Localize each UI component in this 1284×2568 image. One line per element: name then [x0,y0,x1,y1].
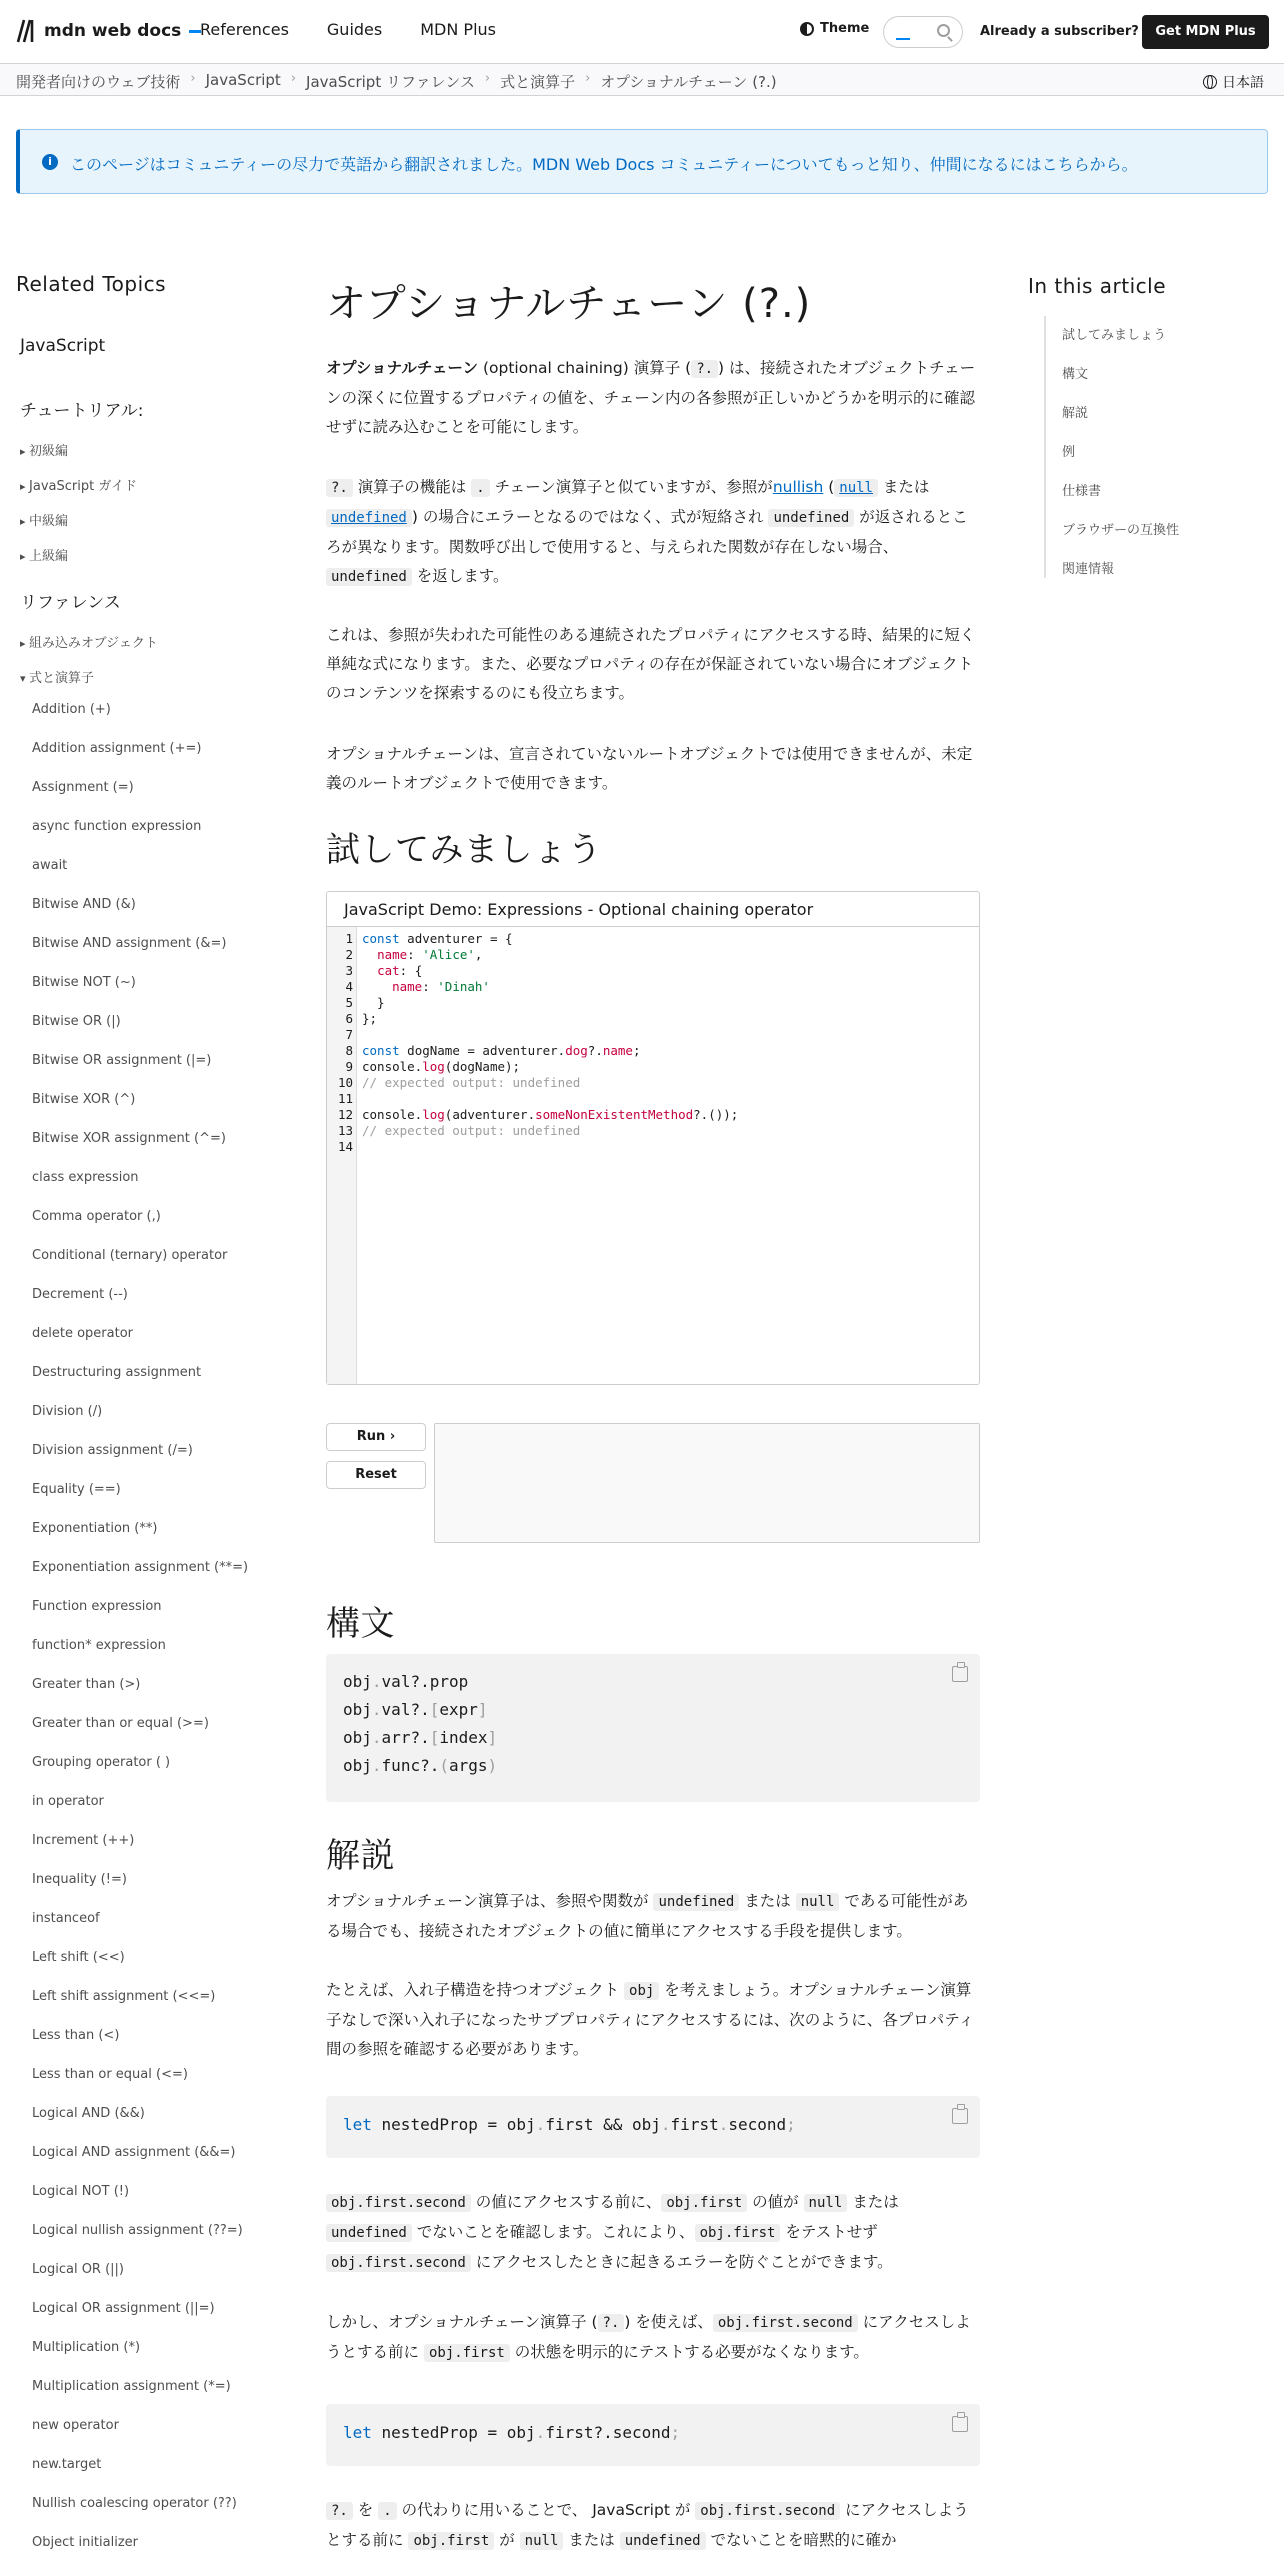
sidebar-operator-item[interactable]: Increment (++) [32,1833,135,1848]
sidebar-operator-item[interactable]: Bitwise OR (|) [32,1014,121,1029]
line-number-gutter [327,927,357,1384]
sidebar-operator-item[interactable]: delete operator [32,1326,133,1341]
toc-item[interactable]: 試してみましょう [1062,328,1167,343]
demo-output-console [434,1423,980,1543]
inline-code: obj.first.second [713,2314,858,2332]
code-line: console.log(dogName); [362,1059,521,1074]
sidebar-operator-item[interactable]: Logical AND (&&) [32,2106,145,2121]
sidebar-operator-item[interactable]: Assignment (=) [32,780,134,795]
intro-paragraph [326,354,980,442]
null-link[interactable]: null [834,479,878,497]
breadcrumb-bar [0,64,1284,96]
nav-mdn-plus[interactable]: MDN Plus [420,20,496,39]
line-number: 10 [337,1075,353,1090]
line-number: 4 [345,979,353,994]
sidebar-operator-item[interactable]: Bitwise OR assignment (|=) [32,1053,212,1068]
inline-code: obj.first.second [326,2254,471,2272]
sidebar-operator-item[interactable]: Less than or equal (<=) [32,2067,188,2082]
code-line: let nestedProp = obj.first && obj.first.second; [343,2115,796,2134]
code-editor[interactable] [327,927,979,1384]
code-line: } [362,995,385,1010]
search-icon [937,24,950,37]
paragraph-3: これは、参照が失われた可能性のある連続されたプロパティにアクセスする時、結果的に短く単純な式になります。また、必要なプロパティの存在が保証されていない場合にオブジェクトのコンテンツを探索するのにも役立ちます。 [326,626,976,702]
description-paragraph-4: しかし、オプショナルチェーン演算子 ( ?. ) を使えば、 obj.first.second にアクセスしようとする前に obj.first の状態を明示的にテストする必要がなくなります。 [326,2313,971,2361]
chevron-right-icon: › [585,71,591,86]
code-line: obj.val?.prop [343,1672,469,1691]
intro-text: ) は、接続されたオブジェクトチェーンの深くに位置するプロパティの値を、チェーン内の各参照が正しいかどうかを明示的に確認せずに読み込むことを可能にします。 [326,359,976,436]
text: チェーン演算子と似ていますが、参照が [489,478,773,496]
code-line: obj.arr?.[index] [343,1728,498,1747]
sidebar-operator-item[interactable]: Conditional (ternary) operator [32,1248,228,1263]
breadcrumb-item[interactable]: 開発者向けのウェブ技術 [16,73,181,91]
sidebar-operator-item[interactable]: Logical AND assignment (&&=) [32,2145,236,2160]
notice-text[interactable]: このページはコミュニティーの尽力で英語から翻訳されました。MDN Web Docs コミュニティーについてもっと知り、仲間になるにはこちらから。 [70,155,1138,174]
sidebar-operator-item[interactable]: Division assignment (/=) [32,1443,193,1458]
inline-code: null [796,1893,840,1911]
syntax-code-block [326,1654,980,1802]
sidebar-operator-item[interactable]: Logical nullish assignment (??=) [32,2223,243,2238]
copy-icon[interactable] [952,2108,968,2124]
line-number: 14 [337,1139,353,1154]
paragraph-2 [326,473,980,592]
text: が返されるところが異なります。関数呼び出しで使用すると、与えられた関数が存在しない場合、 [326,508,968,556]
sidebar-operator-item[interactable]: Bitwise NOT (~) [32,975,136,990]
line-number: 6 [345,1011,353,1026]
section-heading-syntax: 構文 [326,1604,395,1644]
theme-switcher[interactable] [800,21,869,36]
line-number: 5 [345,995,353,1010]
breadcrumb-item[interactable]: JavaScript リファレンス [306,73,475,91]
line-number: 7 [345,1027,353,1042]
search-caret [896,38,910,40]
code-line: let nestedProp = obj.first?.second; [343,2423,681,2442]
inline-code: obj.first [695,2224,781,2242]
breadcrumb-item[interactable]: JavaScript [205,71,281,89]
inline-code: obj.first [424,2344,510,2362]
sidebar-operator-item[interactable]: Multiplication (*) [32,2340,141,2355]
inline-code: obj.first [408,2532,494,2550]
nav-guides[interactable]: Guides [326,20,383,39]
breadcrumb-item[interactable]: 式と演算子 [500,73,576,91]
code-line: }; [362,1011,378,1026]
translation-notice [16,129,1268,194]
inline-code: obj.first.second [326,2194,471,2212]
line-number: 3 [345,963,353,978]
mdn-logo-icon [16,18,38,44]
inline-code: null [804,2194,848,2212]
description-paragraph-1: オプショナルチェーン演算子は、参照や関数が undefined または null である可能性がある場合でも、接続されたオブジェクトの値に簡単にアクセスする手段を提供します。 [326,1892,969,1940]
language-label: 日本語 [1222,75,1264,91]
chevron-right-icon: › [484,71,491,86]
breadcrumb [16,71,777,92]
toc-item[interactable]: 仕様書 [1062,484,1102,499]
sidebar-item-expressions[interactable]: ▾ 式と演算子 [20,667,94,686]
inline-code: obj [624,1982,659,2000]
sidebar-operator-item[interactable]: Less than (<) [32,2028,120,2043]
section-heading-try: 試してみましょう [326,830,602,870]
line-number: 11 [337,1091,353,1106]
code-line: obj.val?.[expr] [343,1700,488,1719]
sidebar-operator-item[interactable]: in operator [32,1794,104,1809]
sidebar-operator-item[interactable]: Bitwise AND (&) [32,897,136,912]
sidebar-item-tutorial[interactable]: ▸ 初級編 [20,440,68,459]
sidebar-operator-item[interactable]: Logical OR assignment (||=) [32,2301,215,2316]
toc-item[interactable]: 構文 [1062,367,1089,382]
sidebar-operator-item[interactable]: Addition (+) [32,702,111,717]
main-nav [200,20,534,39]
reset-button[interactable]: Reset [326,1461,426,1489]
sidebar-operator-item[interactable]: Destructuring assignment [32,1365,202,1380]
sidebar-item-javascript[interactable]: JavaScript [20,336,106,356]
inline-code: undefined [326,2224,412,2242]
code-line: obj.func?.(args) [343,1756,498,1775]
inline-code: ?. [691,360,718,378]
line-number: 8 [345,1043,353,1058]
code-line: const dogName = adventurer.dog?.name; [362,1043,641,1058]
sidebar-operator-item[interactable]: Bitwise XOR (^) [32,1092,136,1107]
description-paragraph-3: obj.first.second の値にアクセスする前に、 obj.first の値が null または undefined でないことを確認します。これにより、 obj.first をテストせず obj.first.second にアクセスしたときに起きるエラーを防ぐことができます。 [326,2188,980,2278]
sidebar-operator-item[interactable]: async function expression [32,819,202,834]
sidebar-operator-item[interactable]: Greater than (>) [32,1677,141,1692]
copy-icon[interactable] [952,2416,968,2432]
code-line: // expected output: undefined [362,1123,581,1138]
sidebar-operator-item[interactable]: Exponentiation assignment (**=) [32,1560,249,1575]
sidebar-operator-item[interactable]: new.target [32,2457,102,2472]
nullish-link[interactable]: nullish [772,478,824,496]
paragraph-4: オプショナルチェーンは、宣言されていないルートオブジェクトでは使用できませんが、未定義のルートオブジェクトで使用できます。 [326,745,973,792]
line-number: 2 [345,947,353,962]
toc-list [1044,316,1244,578]
page-title: オプショナルチェーン (?.) [326,281,812,327]
sidebar-operator-item[interactable]: await [32,858,68,873]
interactive-demo [326,891,980,1385]
sidebar-operator-item[interactable]: Object initializer [32,2535,138,2550]
language-switcher[interactable] [1203,72,1264,92]
inline-code: undefined [768,509,854,527]
sidebar-operator-item[interactable]: Decrement (--) [32,1287,128,1302]
sidebar-operator-item[interactable]: Addition assignment (+=) [32,741,202,756]
sidebar-item-tutorial[interactable]: ▸ JavaScript ガイド [20,475,137,494]
section-heading-description: 解説 [326,1836,395,1876]
sidebar-operator-item[interactable]: Function expression [32,1599,162,1614]
inline-code: ?. [598,2314,625,2332]
line-number: 9 [345,1059,353,1074]
sidebar-operator-item[interactable]: Left shift (<<) [32,1950,125,1965]
inline-code: undefined [620,2532,706,2550]
text: ( [823,478,835,496]
sidebar-reference-heading: リファレンス [20,593,121,613]
sidebar-operator-item[interactable]: Bitwise XOR assignment (^=) [32,1131,226,1146]
toc-title: In this article [1028,274,1167,298]
text: または [877,478,930,496]
sidebar-operator-item[interactable]: Division (/) [32,1404,103,1419]
chevron-right-icon: › [290,71,297,86]
inline-code: ?. [326,479,353,497]
text: を返します。 [411,567,509,585]
intro-text: (optional chaining) 演算子 ( [478,359,692,377]
sidebar-operator-item[interactable]: Exponentiation (**) [32,1521,158,1536]
description-paragraph-5: ?. を . の代わりに用いることで、 JavaScript が obj.first.second にアクセスしようとする前に obj.first が null または undefined でないことを暗黙的に確か [326,2501,969,2549]
sidebar-operator-item[interactable]: function* expression [32,1638,166,1653]
toc-item[interactable]: ブラウザーの互換性 [1062,523,1180,538]
toc-item[interactable]: 関連情報 [1062,562,1115,577]
sidebar-operator-item[interactable]: new operator [32,2418,119,2433]
sidebar-item-tutorial[interactable]: ▸ 中級編 [20,510,68,529]
line-number: 13 [337,1123,353,1138]
sidebar-operator-item[interactable]: Greater than or equal (>=) [32,1716,209,1731]
description-paragraph-2: たとえば、入れ子構造を持つオブジェクト obj を考えましょう。オプショナルチェーン演算子なしで深い入れ子になったサブプロパティにアクセスするには、次のように、各プロパティ間の参照を確認する必要があります。 [326,1981,975,2058]
inline-code: undefined [653,1893,739,1911]
chevron-right-icon: › [190,71,196,86]
breadcrumb-current[interactable]: オプショナルチェーン (?.) [600,73,777,91]
sidebar-item-tutorial[interactable]: ▸ 上級編 [20,545,68,564]
text: ) の場合にエラーとなるのではなく、式が短絡され [411,508,769,526]
nav-references[interactable]: References [200,20,289,39]
site-header [0,0,1284,64]
sidebar-operator-item[interactable]: Left shift assignment (<<=) [32,1989,216,2004]
sidebar-operator-item[interactable]: Equality (==) [32,1482,121,1497]
sidebar-operator-item[interactable]: Comma operator (,) [32,1209,161,1224]
mdn-logo[interactable] [16,18,201,44]
code-block-optional [326,2404,980,2466]
line-number: 12 [337,1107,353,1122]
demo-title: JavaScript Demo: Expressions - Optional chaining operator [344,900,814,919]
text: 演算子の機能は [352,478,472,496]
inline-code: . [378,2502,396,2520]
undefined-link[interactable]: undefined [326,509,412,527]
toc-item[interactable]: 解説 [1062,406,1089,421]
sidebar-operator-item[interactable]: Grouping operator ( ) [32,1755,171,1770]
code-line: const adventurer = { [362,931,513,946]
globe-icon [1203,75,1217,89]
theme-label: Theme [820,21,870,36]
sidebar-operator-item[interactable]: Nullish coalescing operator (??) [32,2496,237,2511]
sidebar-operator-item[interactable]: Multiplication assignment (*=) [32,2379,231,2394]
sidebar-heading: Related Topics [16,272,167,296]
code-block-and [326,2096,980,2158]
logo-text: mdn web docs [44,21,182,41]
subscriber-link[interactable]: Already a subscriber? [980,24,1139,39]
inline-code: undefined [326,568,412,586]
code-line: // expected output: undefined [362,1075,581,1090]
info-icon: i [42,154,58,170]
theme-icon [800,22,814,36]
search-input[interactable] [883,16,963,48]
inline-code: null [520,2532,564,2550]
sidebar-operator-item[interactable]: Logical NOT (!) [32,2184,130,2199]
get-mdn-plus-button[interactable]: Get MDN Plus [1142,15,1269,49]
inline-code: ?. [326,2502,353,2520]
code-line: console.log(adventurer.someNonExistentMethod?.()); [362,1107,739,1122]
sidebar-operator-item[interactable]: instanceof [32,1911,100,1926]
sidebar-operator-item[interactable]: class expression [32,1170,139,1185]
code-line: name: 'Alice', [377,947,483,962]
inline-code: obj.first [661,2194,747,2212]
line-number: 1 [345,931,353,946]
sidebar-operator-item[interactable]: Logical OR (||) [32,2262,124,2277]
run-button[interactable]: Run › [326,1423,426,1451]
toc-item[interactable]: 例 [1062,445,1076,460]
sidebar-tutorial-heading: チュートリアル: [20,401,144,421]
inline-code: obj.first.second [695,2502,840,2520]
intro-bold: オプショナルチェーン [326,359,479,377]
code-line: name: 'Dinah' [392,979,490,994]
sidebar-item-builtins[interactable]: ▸ 組み込みオブジェクト [20,632,158,651]
sidebar-operator-item[interactable]: Inequality (!=) [32,1872,127,1887]
copy-icon[interactable] [952,1666,968,1682]
sidebar-operator-item[interactable]: Bitwise AND assignment (&=) [32,936,227,951]
code-line: cat: { [377,963,423,978]
inline-code: . [471,479,489,497]
